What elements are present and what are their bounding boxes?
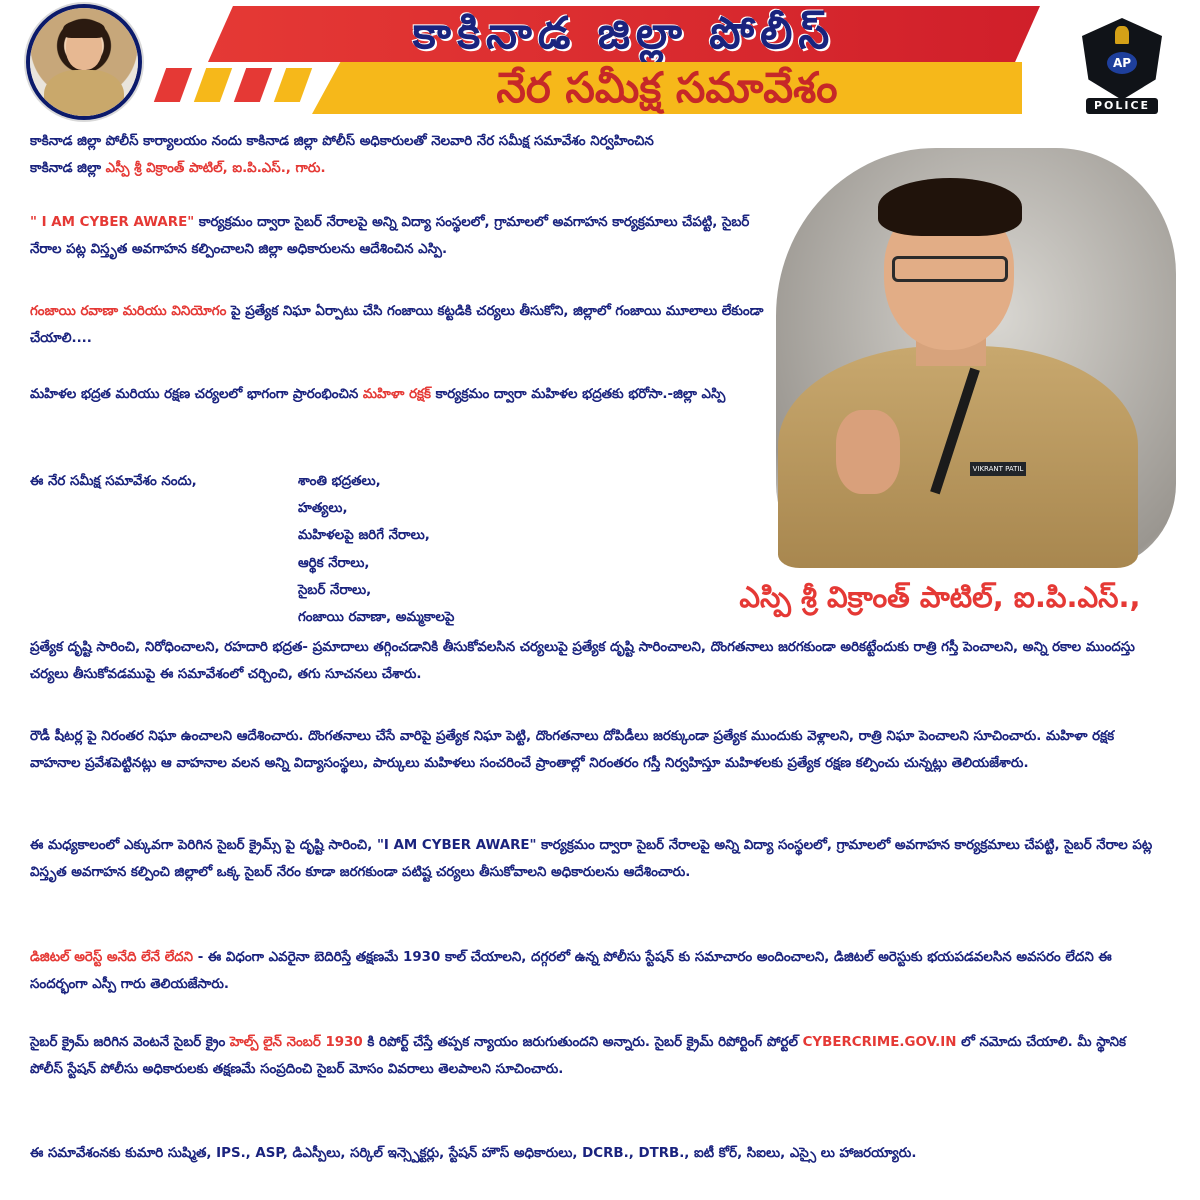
- attendees-paragraph: ఈ సమావేశంనకు కుమారి సుష్మిత, IPS., ASP, డిఎస్పీలు, సర్కిల్ ఇన్స్పెక్టర్లు, స్టేషన్ హౌస్ అధికారులు, DCRB., DTRB., ఐటీ కోర్, సిఐలు, ఎస్సై లు హాజరయ్యారు.: [30, 1146, 917, 1161]
- helpline-highlight: హెల్ప్ లైన్ నెంబర్ 1930: [229, 1035, 363, 1050]
- photo-hand: [836, 410, 900, 494]
- crime-category-list: [298, 468, 454, 631]
- list-item: గంజాయి రవాణా, అమ్మకాలపై: [298, 610, 455, 626]
- ganja-text: పై ప్రత్యేక నిఘా ఏర్పాటు చేసి గంజాయి కట్టడికి చర్యలు తీసుకోని, జిల్లాలో గంజాయి మూలాలు లేకుండా చేయాలి....: [30, 304, 764, 346]
- helpline-suffix: లో నమోదు చేయాలి. మీ స్థానిక పోలీస్ స్టేషన్ పోలీసు అధికారులకు తక్షణమే సంప్రదించి సైబర్ మోసం వివరాలు తెలపాలని సూచించారు.: [30, 1035, 1126, 1077]
- page-title: కాకినాడ జిల్లా పోలీస్: [412, 8, 836, 59]
- sp-name-highlight: ఎస్పీ శ్రీ విక్రాంత్ పాటిల్, ఐ.పి.ఎస్., గారు.: [105, 161, 326, 176]
- stripe: [154, 68, 192, 102]
- officer-avatar: [30, 8, 138, 116]
- avatar-hair: [63, 20, 105, 38]
- cyber-suffix: కార్యక్రమం ద్వారా సైబర్ నేరాలపై అన్ని విద్యా సంస్థలలో, గ్రామాలలో అవగాహన కార్యక్రమాలు చేపట్టి, సైబర్ నేరాల పట్ల విస్తృత అవగాహన కల్పించి జిల్లాలో ఒక్క సైబర్ నేరం కూడా జరగకుండా పటిష్ట చర్యలు తీసుకోవాలని అధికారులను ఆదేశించారు.: [30, 838, 1153, 880]
- avatar-uniform: [44, 70, 124, 116]
- ganja-paragraph: [30, 298, 765, 352]
- photo-uniform: [778, 346, 1138, 568]
- helpline-middle: కి రిపోర్ట్ చేస్తే తప్పక న్యాయం జరుగుతుందని అన్నారు. సైబర్ క్రైమ్ రిపోర్టింగ్ పోర్టల్: [362, 1035, 803, 1050]
- stripe: [274, 68, 312, 102]
- women-safety-paragraph: [30, 381, 765, 408]
- intro-line2-prefix: కాకినాడ జిల్లా: [30, 161, 106, 176]
- mahila-rakshak-highlight: మహిళా రక్షక్: [362, 387, 431, 402]
- crest-icon: [1115, 26, 1129, 44]
- attention-paragraph: ప్రత్యేక దృష్టి సారించి, నిరోధించాలని, రహదారి భద్రత- ప్రమాదాలు తగ్గించడానికి తీసుకోవలసిన చర్యలుపై ప్రత్యేక దృష్టి సారించాలని, దొంగతనాలు జరగకుండా అరికట్టేందుకు రాత్రి గస్తీ పెంచాలని, అన్ని రకాల ముందస్తు చర్యలు తీసుకోవడముపై ఈ సమావేశంలో చర్చించి, తగు సూచనలు చేశారు.: [30, 640, 1135, 682]
- digital-arrest-text: - ఈ విధంగా ఎవరైనా బెదిరిస్తే తక్షణమే 1930 కాల్ చేయాలని, దగ్గరలో ఉన్న పోలీసు స్టేషన్ కు సమాచారం అందించాలని, డిజిటల్ అరెస్టుకు భయపడవలసిన అవసరం లేదని ఈ సందర్భంగా ఎస్పీ గారు తెలియజేసారు.: [30, 950, 1112, 992]
- sp-photo: [738, 148, 1176, 578]
- intro-line1: కాకినాడ జిల్లా పోలీస్ కార్యాలయం నందు కాకినాడ జిల్లా పోలీస్ అధికారులతో నెలవారి నేర సమీక్ష సమావేశం నిర్వహించిన: [30, 134, 654, 149]
- women-prefix: మహిళల భద్రత మరియు రక్షణ చర్యలలో భాగంగా ప్రారంభించిన: [30, 387, 363, 402]
- helpline-prefix: సైబర్ క్రైమ్ జరిగిన వెంటనే సైబర్ క్రైం: [30, 1035, 230, 1050]
- cyber-aware-paragraph: [30, 209, 765, 263]
- list-item: సైబర్ నేరాలు,: [298, 582, 372, 598]
- page-subtitle: నేర సమీక్ష సమావేశం: [496, 63, 838, 112]
- digital-arrest-paragraph: [30, 944, 1155, 998]
- women-suffix: కార్యక్రమం ద్వారా మహిళల భద్రతకు భరోసా.-జిల్లా ఎస్పి: [430, 387, 726, 402]
- police-label: POLICE: [1086, 98, 1158, 114]
- ap-emblem: AP: [1107, 52, 1137, 74]
- cyber-crimes-paragraph: [30, 832, 1155, 886]
- cybercrime-portal-link[interactable]: CYBERCRIME.GOV.IN: [802, 1035, 957, 1050]
- list-item: ఆర్థిక నేరాలు,: [298, 555, 370, 571]
- digital-arrest-highlight: డిజిటల్ అరెస్ట్ అనేది లేనే లేదని: [30, 950, 194, 965]
- list-item: మహిళలపై జరిగే నేరాలు,: [298, 528, 430, 544]
- rowdy-sheeter-paragraph: రౌడీ షీటర్ల పై నిరంతర నిఘా ఉంచాలని ఆదేశించారు. దొంగతనాలు చేసే వారిపై ప్రత్యేక నిఘా పెట్టి, దొంగతనాలు దోపిడీలు జరక్కుండా ప్రత్యేక ముందుకు వెళ్లాలని, రాత్రి నిఘా పెంచాలని సూచించారు. మహిళా రక్షక వాహనాల ప్రవేశపెట్టినట్లు ఆ వాహనాల వలన అన్ని విద్యాసంస్థలు, పార్కులు మహిళలు సంచరించే ప్రాంతాల్లో నిరంతరం గస్తీ నిర్వహిస్తూ మహిళలకు ప్రత్యేక రక్షణ కల్పించు చున్నట్లు తెలియజేశారు.: [30, 729, 1115, 771]
- glasses-icon: [892, 256, 1008, 282]
- cyber-prefix: ఈ మధ్యకాలంలో ఎక్కువగా పెరిగిన సైబర్ క్రైమ్స్ పై దృష్టి సారించి,: [30, 838, 377, 853]
- photo-hair: [878, 178, 1022, 236]
- ganja-highlight: గంజాయి రవాణా మరియు వినియోగం: [30, 304, 227, 319]
- cyber-aware-text: కార్యక్రమం ద్వారా సైబర్ నేరాలపై అన్ని విద్యా సంస్థలలో, గ్రామాలలో అవగాహన కార్యక్రమాలు చేపట్టి, సైబర్ నేరాల పట్ల విస్తృత అవగాహన కల్పించాలని జిల్లా అధికారులను ఆదేశించిన ఎస్పి.: [30, 215, 750, 257]
- header: [0, 0, 1200, 125]
- name-plate: VIKRANT PATIL: [970, 462, 1026, 476]
- crime-review-intro: ఈ నేర సమీక్ష సమావేశం నందు,: [30, 474, 197, 489]
- helpline-paragraph: [30, 1029, 1155, 1083]
- cyber-aware-highlight: " I AM CYBER AWARE": [30, 215, 195, 230]
- ap-police-logo: [1082, 18, 1162, 114]
- stripe: [234, 68, 272, 102]
- cyber-aware-inline: "I AM CYBER AWARE": [376, 838, 537, 853]
- stripe: [194, 68, 232, 102]
- list-item: శాంతి భద్రతలు,: [298, 474, 381, 489]
- list-item: హత్యలు,: [298, 501, 348, 517]
- sp-caption: ఎస్పి శ్రీ విక్రాంత్ పాటిల్, ఐ.పి.ఎస్.,: [739, 580, 1141, 614]
